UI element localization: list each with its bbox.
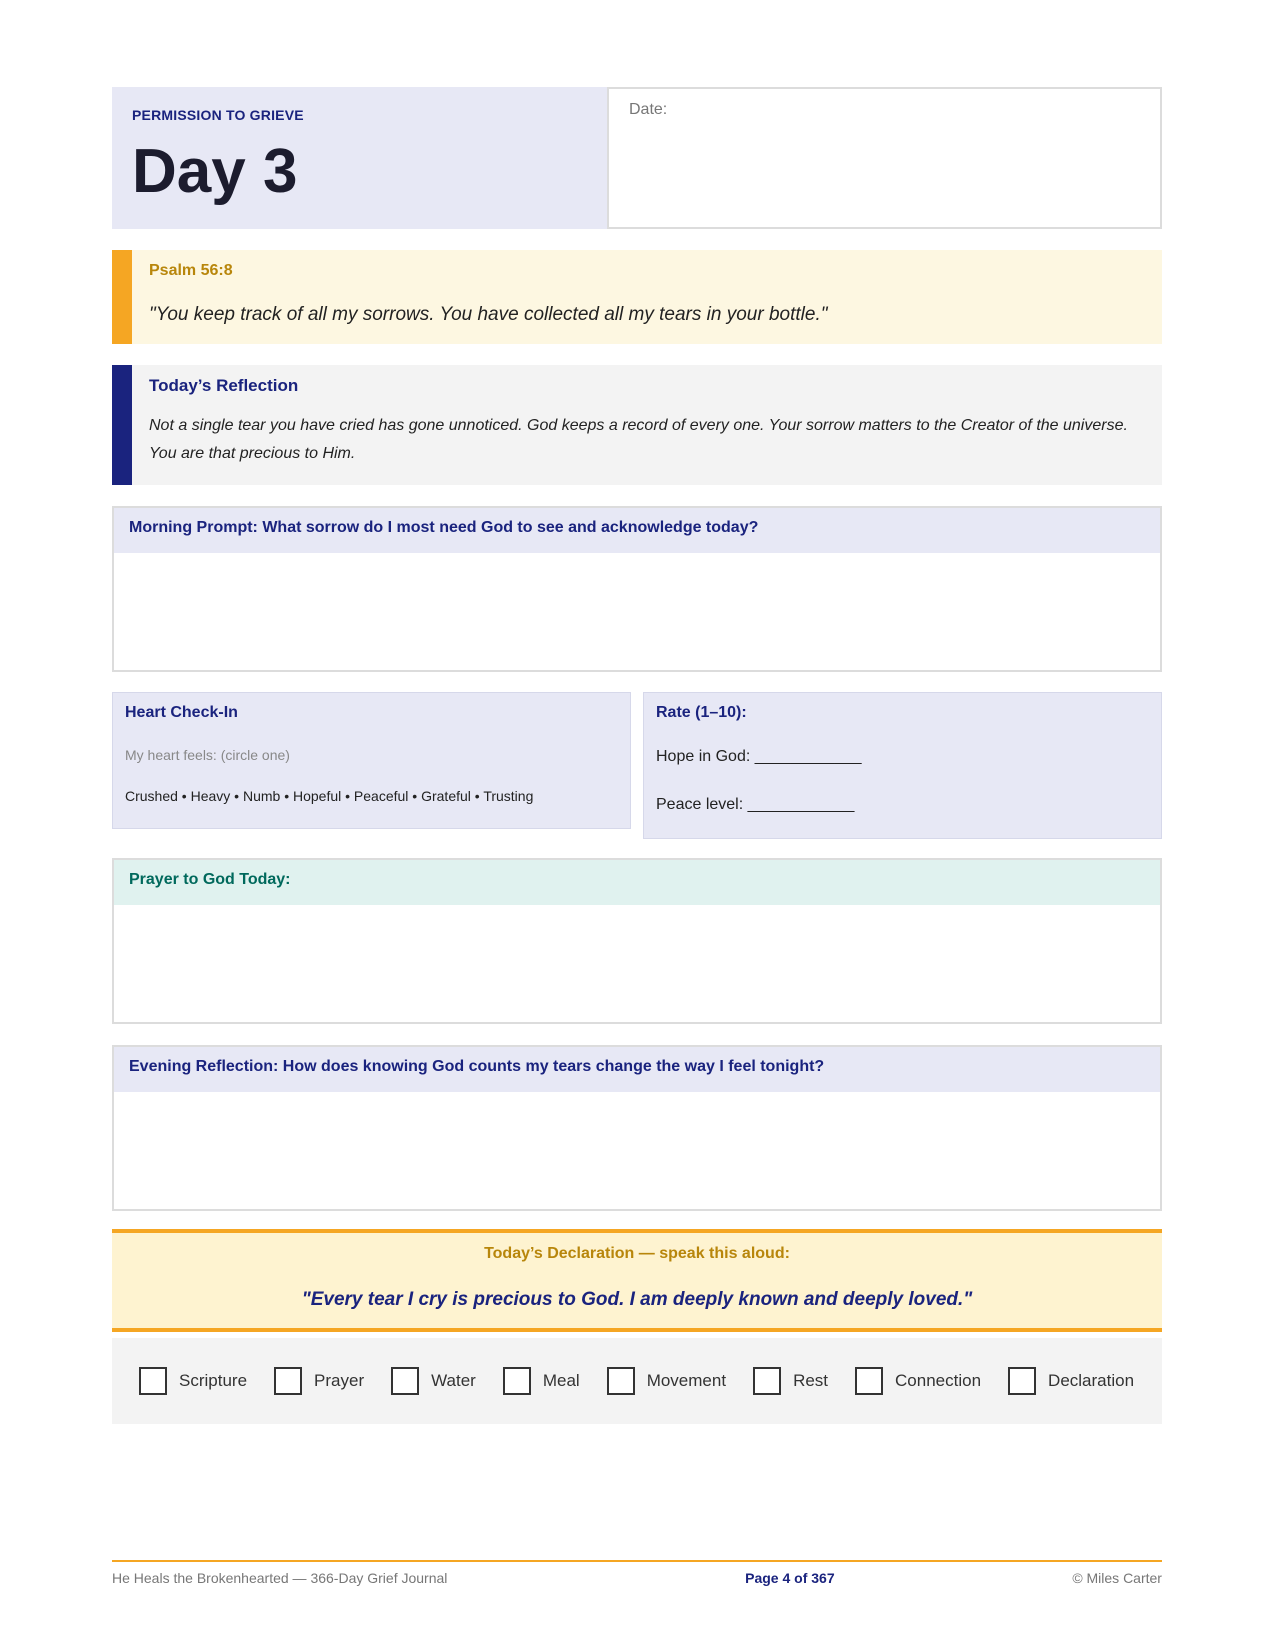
- reflection-title: Today’s Reflection: [149, 376, 299, 395]
- habit-movement[interactable]: [607, 1367, 726, 1395]
- checkbox[interactable]: [274, 1367, 302, 1395]
- footer-book-title: He Heals the Brokenhearted — 366-Day Grief Journal: [112, 1570, 448, 1586]
- checkbox[interactable]: [391, 1367, 419, 1395]
- page-footer: [112, 1560, 1162, 1586]
- reflection-box: [112, 365, 1162, 485]
- prayer-prompt-label: Prayer to God Today:: [114, 860, 1160, 905]
- habit-label: Prayer: [314, 1371, 365, 1390]
- checkbox[interactable]: [753, 1367, 781, 1395]
- heart-checkin-card: [112, 692, 631, 829]
- day-banner: [112, 87, 607, 229]
- hope-rating-field[interactable]: Hope in God: ____________: [656, 748, 862, 765]
- declaration-text: "Every tear I cry is precious to God. I am deeply known and deeply loved.": [301, 1289, 973, 1310]
- prayer-prompt: [112, 858, 1162, 1024]
- evening-writing-area[interactable]: [114, 1092, 1160, 1209]
- day-title: Day 3: [132, 137, 298, 206]
- footer-author: © Miles Carter: [1072, 1570, 1162, 1586]
- habit-meal[interactable]: [503, 1367, 580, 1395]
- habit-connection[interactable]: [855, 1367, 981, 1395]
- habit-label: Rest: [793, 1371, 829, 1390]
- scripture-reference: Psalm 56:8: [149, 262, 233, 279]
- scripture-quote: "You keep track of all my sorrows. You have collected all my tears in your bottle.": [149, 304, 828, 325]
- heart-checkin-title: Heart Check-In: [125, 704, 238, 721]
- evening-prompt: [112, 1045, 1162, 1211]
- checkbox[interactable]: [1008, 1367, 1036, 1395]
- habit-label: Connection: [895, 1371, 982, 1390]
- scripture-box: [112, 250, 1162, 344]
- checkbox[interactable]: [139, 1367, 167, 1395]
- heart-checkin-options[interactable]: Crushed • Heavy • Numb • Hopeful • Peaceful • Grateful • Trusting: [125, 788, 534, 804]
- habit-declaration[interactable]: [1008, 1367, 1134, 1395]
- heart-checkin-subtitle: My heart feels: (circle one): [125, 747, 290, 763]
- reflection-text: Not a single tear you have cried has gone unnoticed. God keeps a record of every one. Your sorrow matters to the Creator of the universe. You are that precious to Him.: [149, 417, 1128, 462]
- habit-tracker: [112, 1338, 1162, 1424]
- habit-label: Declaration: [1048, 1371, 1135, 1390]
- checkin-row: [112, 692, 1162, 839]
- checkbox[interactable]: [607, 1367, 635, 1395]
- habit-label: Meal: [542, 1371, 580, 1390]
- habit-label: Scripture: [179, 1371, 248, 1390]
- rate-card: [643, 692, 1162, 839]
- rate-title: Rate (1–10):: [656, 704, 747, 721]
- habit-rest[interactable]: [753, 1367, 828, 1395]
- evening-prompt-label: Evening Reflection: How does knowing God counts my tears change the way I feel tonight?: [114, 1047, 1160, 1092]
- series-label: PERMISSION TO GRIEVE: [132, 107, 304, 123]
- morning-prompt-writing-area[interactable]: [114, 553, 1160, 670]
- peace-rating-field[interactable]: Peace level: ____________: [656, 796, 855, 813]
- prayer-writing-area[interactable]: [114, 905, 1160, 1022]
- reflection-accent-bar: [112, 365, 132, 485]
- habit-label: Water: [431, 1371, 476, 1390]
- date-field[interactable]: [607, 87, 1162, 229]
- morning-prompt: [112, 506, 1162, 672]
- page-header: [112, 87, 1162, 229]
- footer-page-number: Page 4 of 367: [745, 1570, 835, 1586]
- scripture-accent-bar: [112, 250, 132, 344]
- journal-page: [112, 87, 1162, 1332]
- declaration-label: Today’s Declaration — speak this aloud:: [484, 1245, 790, 1262]
- morning-prompt-label: Morning Prompt: What sorrow do I most need God to see and acknowledge today?: [114, 508, 1160, 553]
- habit-water[interactable]: [391, 1367, 476, 1395]
- habit-label: Movement: [646, 1371, 727, 1390]
- checkbox[interactable]: [855, 1367, 883, 1395]
- habit-scripture[interactable]: [139, 1367, 247, 1395]
- declaration-box: [112, 1229, 1162, 1332]
- date-label: Date:: [629, 101, 668, 118]
- habit-prayer[interactable]: [274, 1367, 364, 1395]
- checkbox[interactable]: [503, 1367, 531, 1395]
